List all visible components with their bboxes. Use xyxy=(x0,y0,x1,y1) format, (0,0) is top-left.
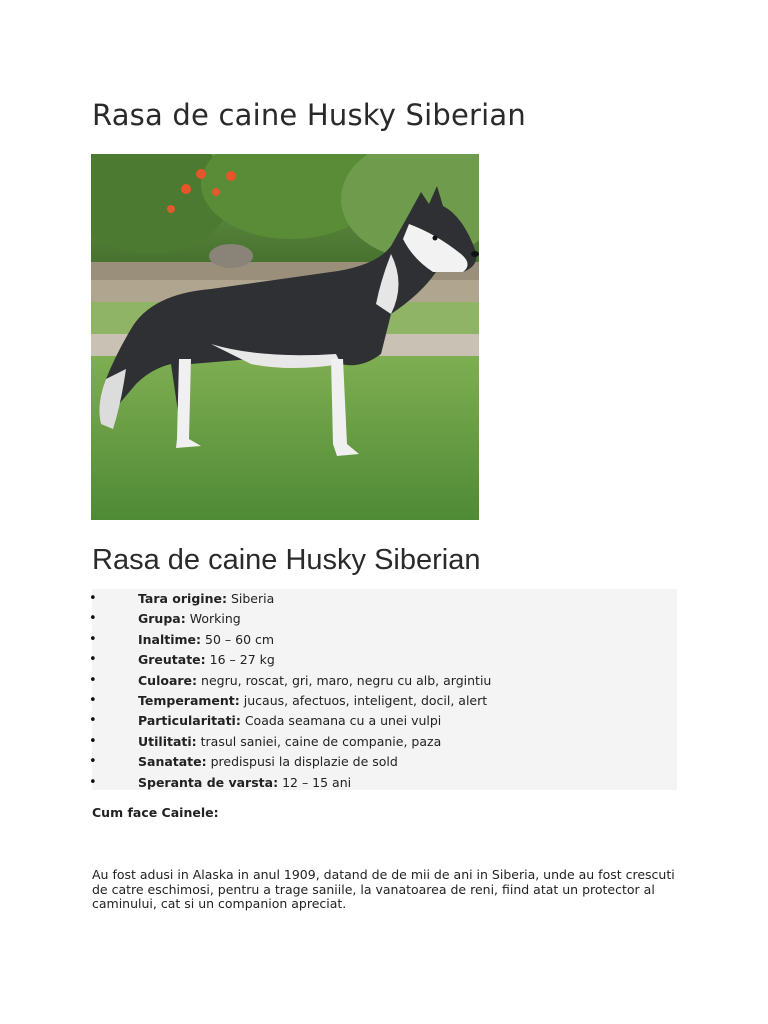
fact-label: Utilitati: xyxy=(138,733,197,749)
bullet-icon: • xyxy=(89,713,97,729)
fact-item xyxy=(89,589,677,609)
fact-label: Particularitati: xyxy=(138,713,241,729)
fact-item xyxy=(89,732,677,752)
bullet-icon: • xyxy=(89,591,97,606)
bullet-icon: • xyxy=(89,652,97,668)
fact-label: Inaltime: xyxy=(138,631,202,647)
fact-label: Sanatate: xyxy=(138,754,207,770)
page-title: Rasa de caine Husky Siberian xyxy=(92,98,526,132)
fact-item xyxy=(89,650,677,670)
fact-label: Grupa: xyxy=(138,611,186,627)
fact-value: jucaus, afectuos, inteligent, docil, alert xyxy=(243,692,488,708)
bullet-icon: • xyxy=(89,754,97,770)
husky-photo xyxy=(91,154,479,520)
breed-facts-list xyxy=(89,589,677,790)
fact-item xyxy=(89,609,677,629)
fact-label: Culoare: xyxy=(138,672,198,688)
fact-value: trasul saniei, caine de companie, paza xyxy=(200,733,442,749)
fact-value: negru, roscat, gri, maro, negru cu alb, argintiu xyxy=(201,672,492,688)
fact-value: 50 – 60 cm xyxy=(205,631,275,647)
fact-item xyxy=(89,691,677,711)
fact-value: Working xyxy=(189,611,241,627)
bullet-icon: • xyxy=(89,692,97,708)
fact-label: Tara origine: xyxy=(138,591,227,606)
fact-label: Speranta de varsta: xyxy=(138,774,279,790)
fact-label: Greutate: xyxy=(138,652,206,668)
fact-item xyxy=(89,671,677,691)
fact-label: Temperament: xyxy=(138,692,240,708)
subsection-heading: Cum face Cainele: xyxy=(92,805,219,820)
history-paragraph: Au fost adusi in Alaska in anul 1909, datand de de mii de ani in Siberia, unde au fost crescuti de catre eschimosi, pentru a trage saniile, la vanatoarea de reni, fiind atat un protector al caminului, cat si un companion apreciat. xyxy=(92,867,675,911)
fact-item xyxy=(89,752,677,772)
section-title: Rasa de caine Husky Siberian xyxy=(92,544,481,576)
fact-item xyxy=(89,711,677,731)
fact-value: 16 – 27 kg xyxy=(209,652,275,668)
fact-value: 12 – 15 ani xyxy=(282,774,352,790)
fact-value: predispusi la displazie de sold xyxy=(210,754,398,770)
bullet-icon: • xyxy=(89,611,97,627)
fact-value: Coada seamana cu a unei vulpi xyxy=(244,713,442,729)
bullet-icon: • xyxy=(89,672,97,688)
bullet-icon: • xyxy=(89,631,97,647)
bullet-icon: • xyxy=(89,733,97,749)
bullet-icon: • xyxy=(89,774,97,790)
fact-value: Siberia xyxy=(230,591,275,606)
fact-item xyxy=(89,630,677,650)
fact-item xyxy=(89,773,677,793)
